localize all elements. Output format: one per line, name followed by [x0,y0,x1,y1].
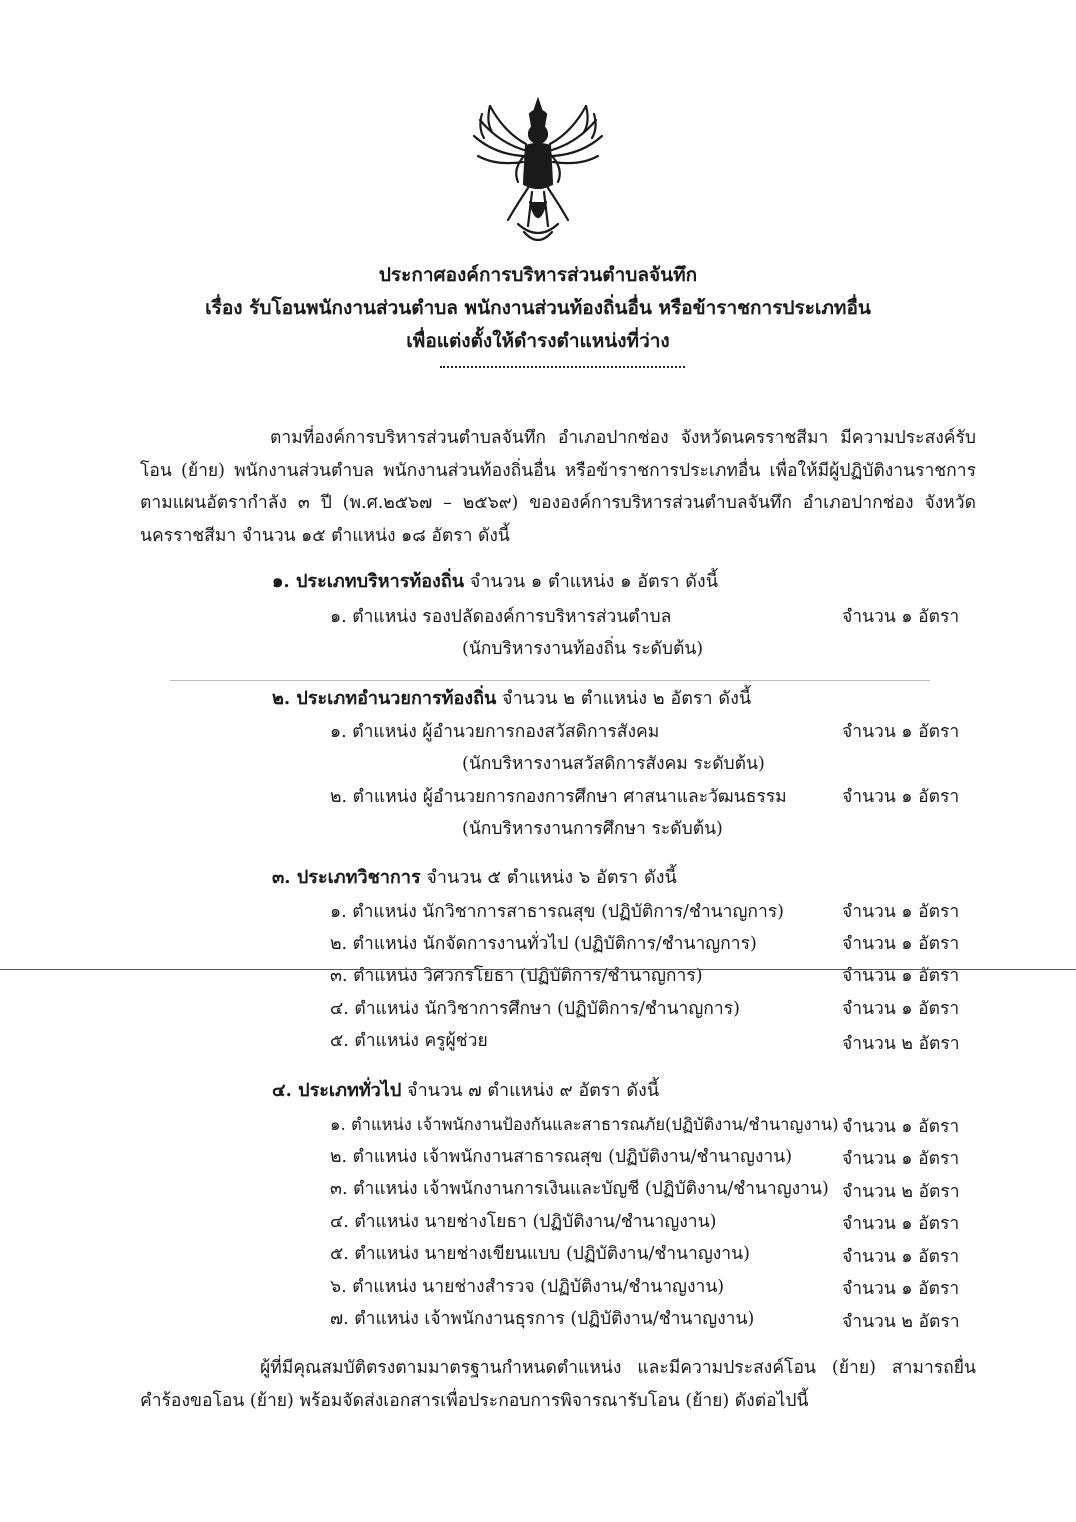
position-item: ๕. ตำแหน่ง ครูผู้ช่วย [330,1031,488,1051]
position-count: จำนวน ๒ อัตรา [842,1312,960,1332]
position-count: จำนวน ๑ อัตรา [842,966,960,986]
position-item: ๗. ตำแหน่ง เจ้าพนักงานธุรการ (ปฏิบัติงาน/ชำนาญงาน) [330,1309,755,1329]
position-item: ๑. ตำแหน่ง ผู้อำนวยการกองสวัสดิการสังคม [330,722,660,742]
section-title: ๔. ประเภททั่วไป [272,1080,402,1101]
announcement-subject: เรื่อง รับโอนพนักงานส่วนตำบล พนักงานส่วนท้องถิ่นอื่น หรือข้าราชการประเภทอื่น [205,297,871,319]
position-item: ๓. ตำแหน่ง เจ้าพนักงานการเงินและบัญชี (ปฏิบัติงาน/ชำนาญงาน) [330,1179,829,1199]
closing-paragraph: ผู้ที่มีคุณสมบัติตรงตามมาตรฐานกำหนดตำแหน่ง และมีความประสงค์โอน (ย้าย) สามารถยื่นคำร้องขอโอน (ย้าย) พร้อมจัดส่งเอกสารเพื่อประกอบการพิจารณารับโอน (ย้าย) ดังต่อไปนี้ [140,1358,976,1411]
position-item: ๖. ตำแหน่ง นายช่างสำรวจ (ปฏิบัติงาน/ชำนาญงาน) [330,1277,725,1297]
position-item: ๒. ตำแหน่ง เจ้าพนักงานสาธารณสุข (ปฏิบัติงาน/ชำนาญงาน) [330,1147,793,1167]
position-level: (นักบริหารงานสวัสดิการสังคม ระดับต้น) [462,754,765,774]
scan-artifact-line [170,680,930,681]
position-count: จำนวน ๑ อัตรา [842,1214,960,1234]
announcement-subject-line2: เพื่อแต่งตั้งให้ดำรงตำแหน่งที่ว่าง [406,330,670,352]
position-item: ๑. ตำแหน่ง นักวิชาการสาธารณสุข (ปฏิบัติการ/ชำนาญการ) [330,902,785,922]
section-heading [272,1077,659,1105]
scan-artifact-line [0,969,1076,970]
position-count: จำนวน ๑ อัตรา [842,934,960,954]
position-item: ๑. ตำแหน่ง รองปลัดองค์การบริหารส่วนตำบล [330,607,672,627]
position-count: จำนวน ๑ อัตรา [842,999,960,1019]
position-count: จำนวน ๑ อัตรา [842,787,960,807]
position-count: จำนวน ๒ อัตรา [842,1034,960,1054]
position-item: ๑. ตำแหน่ง เจ้าพนักงานป้องกันและสาธารณภัย(ปฏิบัติงาน/ชำนาญงาน) [330,1115,839,1134]
position-count: จำนวน ๑ อัตรา [842,722,960,742]
position-level: (นักบริหารงานท้องถิ่น ระดับต้น) [462,639,704,659]
announcement-title: ประกาศองค์การบริหารส่วนตำบลจันทึก [378,264,698,286]
section-title: ๓. ประเภทวิชาการ [272,867,421,888]
position-count: จำนวน ๑ อัตรา [842,607,960,627]
section-title: ๑. ประเภทบริหารท้องถิ่น [272,571,465,592]
section-summary: จำนวน ๗ ตำแหน่ง ๙ อัตรา ดังนี้ [407,1080,660,1101]
position-item: ๕. ตำแหน่ง นายช่างเขียนแบบ (ปฏิบัติงาน/ชำนาญงาน) [330,1244,750,1264]
dotted-divider [440,366,685,368]
section-summary: จำนวน ๑ ตำแหน่ง ๑ อัตรา ดังนี้ [469,571,719,592]
section-heading [272,864,677,892]
position-count: จำนวน ๑ อัตรา [842,902,960,922]
garuda-emblem-icon [468,92,608,252]
section-heading [272,685,751,713]
position-count: จำนวน ๑ อัตรา [842,1117,960,1137]
section-heading [272,568,718,596]
section-summary: จำนวน ๕ ตำแหน่ง ๖ อัตรา ดังนี้ [426,867,677,888]
position-count: จำนวน ๒ อัตรา [842,1182,960,1202]
position-item: ๔. ตำแหน่ง นักวิชาการศึกษา (ปฏิบัติการ/ชำนาญการ) [330,999,740,1019]
position-item: ๓. ตำแหน่ง วิศวกรโยธา (ปฏิบัติการ/ชำนาญการ) [330,966,703,986]
intro-paragraph: ตามที่องค์การบริหารส่วนตำบลจันทึก อำเภอปากช่อง จังหวัดนครราชสีมา มีความประสงค์รับโอน (ย้าย) พนักงานส่วนตำบล พนักงานส่วนท้องถิ่นอื่น หรือข้าราชการประเภทอื่น เพื่อให้มีผู้ปฏิบัติงานราชการตามแผนอัตรากำลัง ๓ ปี (พ.ศ.๒๕๖๗ – ๒๕๖๙) ขององค์การบริหารส่วนตำบลจันทึก อำเภอปากช่อง จังหวัดนครราชสีมา จำนวน ๑๕ ตำแหน่ง ๑๘ อัตรา ดังนี้ [140,428,976,546]
position-item: ๒. ตำแหน่ง นักจัดการงานทั่วไป (ปฏิบัติการ/ชำนาญการ) [330,934,757,954]
position-count: จำนวน ๑ อัตรา [842,1279,960,1299]
section-title: ๒. ประเภทอำนวยการท้องถิ่น [272,688,497,709]
position-level: (นักบริหารงานการศึกษา ระดับต้น) [462,819,723,839]
position-count: จำนวน ๑ อัตรา [842,1149,960,1169]
section-summary: จำนวน ๒ ตำแหน่ง ๒ อัตรา ดังนี้ [502,688,752,709]
position-item: ๔. ตำแหน่ง นายช่างโยธา (ปฏิบัติงาน/ชำนาญงาน) [330,1212,717,1232]
position-count: จำนวน ๑ อัตรา [842,1247,960,1267]
position-item: ๒. ตำแหน่ง ผู้อำนวยการกองการศึกษา ศาสนาและวัฒนธรรม [330,787,787,807]
